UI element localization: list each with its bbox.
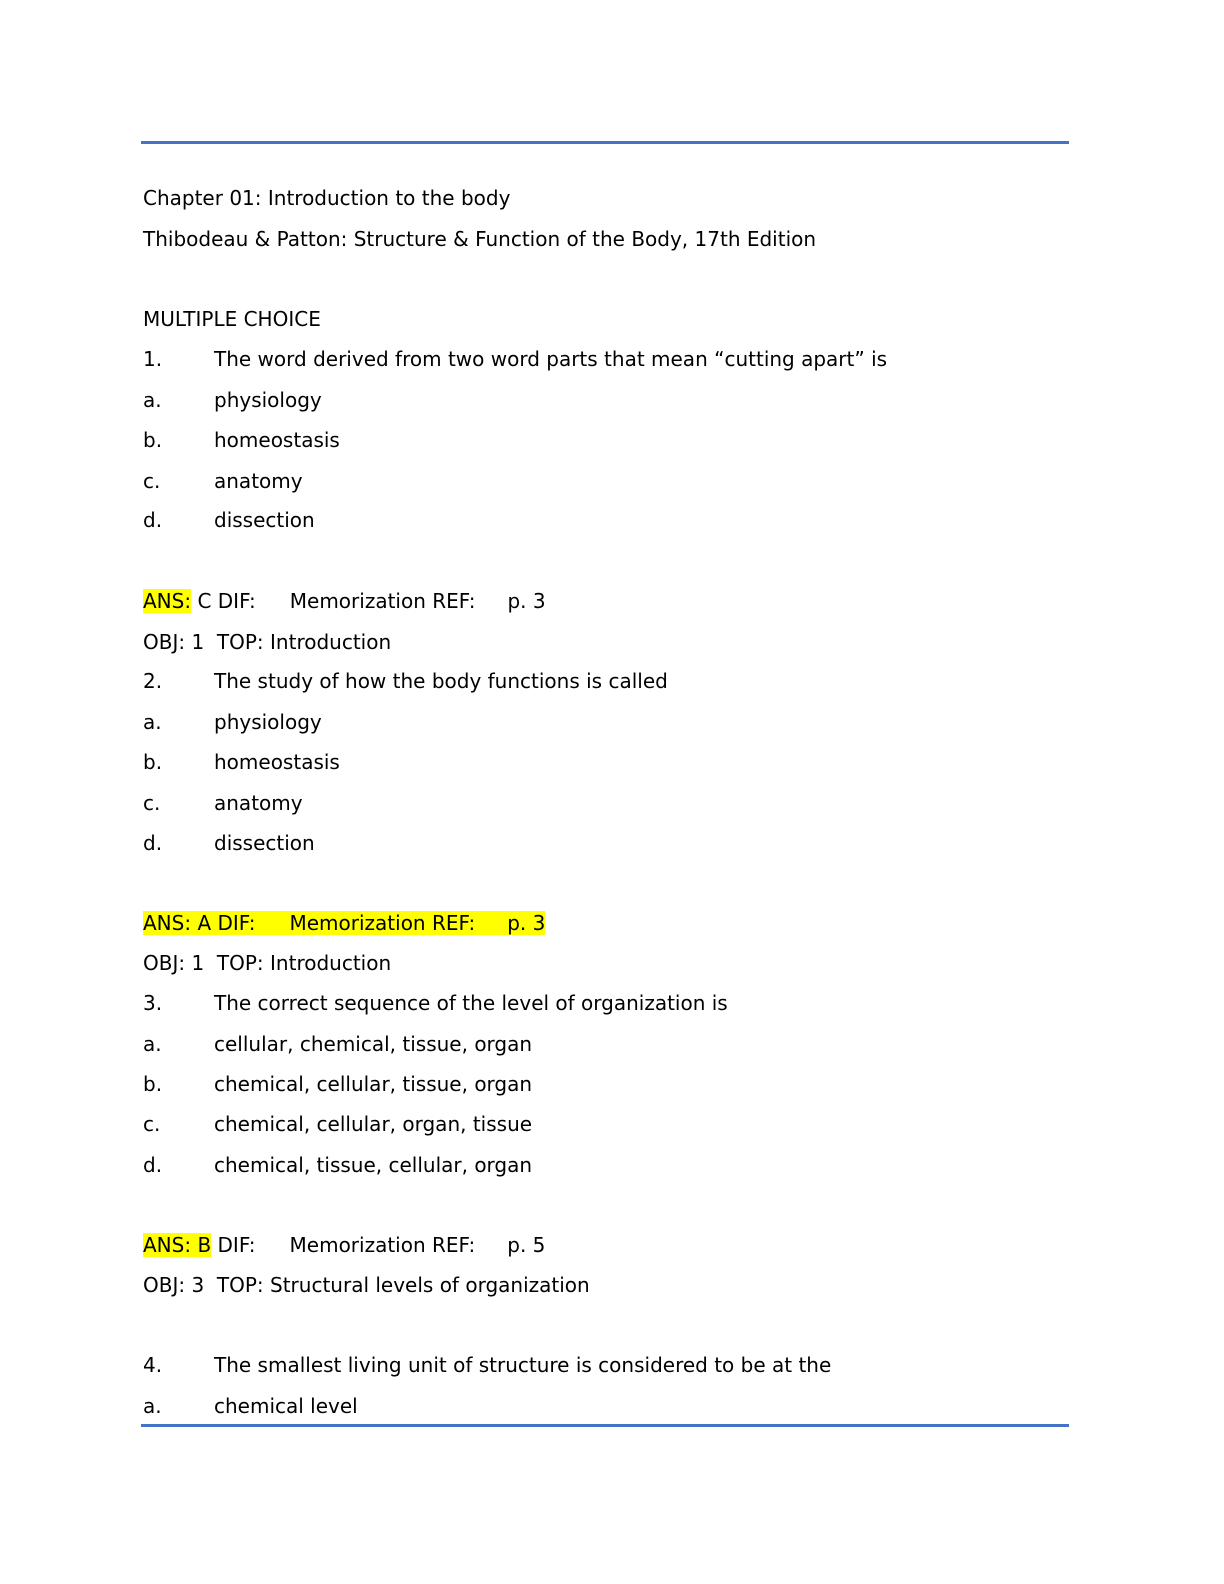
- option: a. cellular, chemical, tissue, organ: [143, 1032, 533, 1056]
- question-4: [143, 1352, 831, 1378]
- meta-line-2: OBJ: 1 TOP: Introduction: [143, 951, 392, 975]
- question-text: The smallest living unit of structure is considered to be at the: [214, 1353, 832, 1377]
- question-number: 1.: [143, 347, 163, 371]
- option: c. anatomy: [143, 791, 303, 815]
- question-text: The correct sequence of the level of organization is: [214, 991, 728, 1015]
- question-text: The study of how the body functions is called: [214, 669, 668, 693]
- answer-label: ANS:: [143, 589, 192, 613]
- option: b. homeostasis: [143, 428, 340, 452]
- question-2: [143, 668, 668, 694]
- meta-line-3: OBJ: 3 TOP: Structural levels of organization: [143, 1273, 590, 1297]
- option: d. dissection: [143, 831, 315, 855]
- answer-label: ANS:: [143, 911, 192, 935]
- book-title: Thibodeau & Patton: Structure & Function of the Body, 17th Edition: [143, 227, 817, 251]
- answer-value: C: [197, 589, 212, 613]
- chapter-title: Chapter 01: Introduction to the body: [143, 186, 511, 210]
- question-3: [143, 990, 728, 1016]
- bottom-rule: [141, 1424, 1069, 1427]
- question-number: 4.: [143, 1353, 163, 1377]
- answer-line-1: ANS: C DIF: Memorization REF: p. 3: [143, 589, 546, 613]
- question-number: 2.: [143, 669, 163, 693]
- option: a. chemical level: [143, 1394, 358, 1418]
- option: b. chemical, cellular, tissue, organ: [143, 1072, 533, 1096]
- top-rule: [141, 141, 1069, 144]
- option: d. dissection: [143, 508, 315, 532]
- option: d. chemical, tissue, cellular, organ: [143, 1153, 533, 1177]
- answer-label: ANS:: [143, 1233, 192, 1257]
- answer-line-3: ANS: B DIF: Memorization REF: p. 5: [143, 1233, 546, 1257]
- answer-value: A: [197, 911, 212, 935]
- option: c. anatomy: [143, 469, 303, 493]
- question-number: 3.: [143, 991, 163, 1015]
- option: b. homeostasis: [143, 750, 340, 774]
- question-1: [143, 346, 887, 372]
- option: a. physiology: [143, 710, 322, 734]
- question-text: The word derived from two word parts that mean “cutting apart” is: [214, 347, 888, 371]
- answer-value: B: [197, 1233, 212, 1257]
- option: c. chemical, cellular, organ, tissue: [143, 1112, 533, 1136]
- section-title: MULTIPLE CHOICE: [143, 307, 321, 331]
- answer-line-2: ANS: A DIF: Memorization REF: p. 3: [143, 911, 546, 935]
- option: a. physiology: [143, 388, 322, 412]
- meta-line-1: OBJ: 1 TOP: Introduction: [143, 630, 392, 654]
